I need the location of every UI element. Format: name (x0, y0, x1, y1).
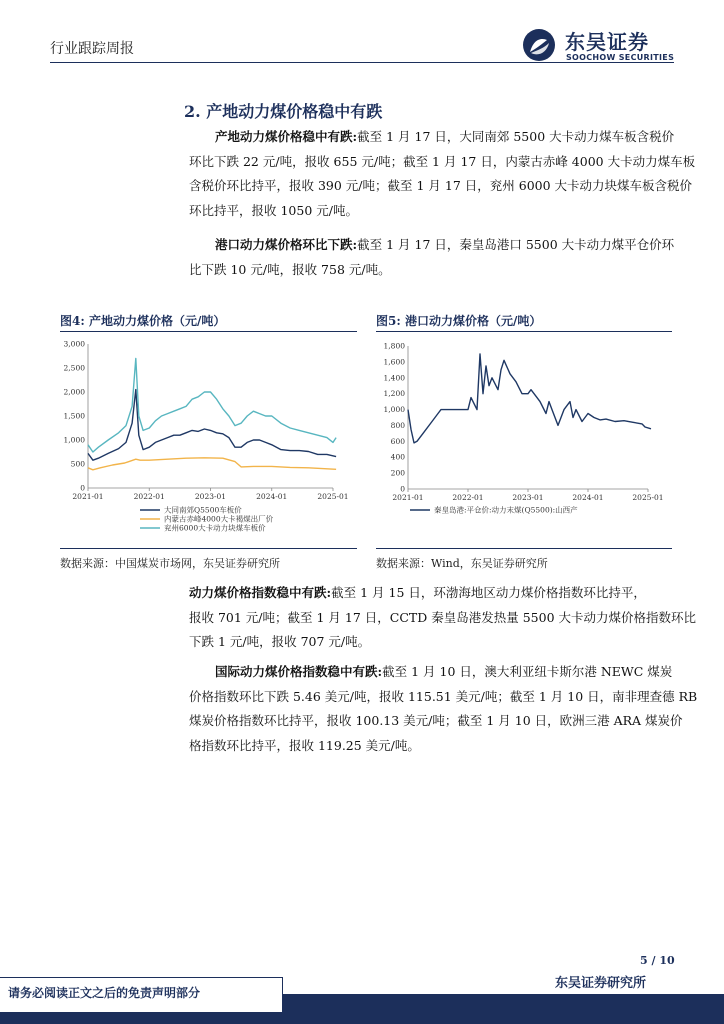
y-tick-label: 2,000 (63, 387, 85, 397)
y-tick-label: 1,000 (383, 405, 405, 415)
paragraph-lead: 动力煤价格指数稳中有跌: (189, 585, 332, 600)
figure-4-title: 图4: 产地动力煤价格（元/吨） (60, 314, 226, 328)
legend-label-0: 秦皇岛港:平仓价:动力末煤(Q5500):山西产 (434, 505, 578, 515)
paragraph-line: 下跌 1 元/吨，报收 707 元/吨。 (189, 634, 371, 649)
x-tick-label: 2025-01 (317, 492, 349, 501)
y-tick-label: 0 (400, 484, 405, 494)
paragraph-lead: 港口动力煤价格环比下跌: (215, 237, 358, 252)
legend-label-0: 大同南郊Q5500车板价 (164, 505, 242, 515)
x-tick-label: 2025-01 (632, 493, 664, 502)
y-tick-label: 1,400 (383, 373, 405, 383)
paragraph-text: 截至 1 月 15 日，环渤海地区动力煤价格指数环比持平， (331, 585, 646, 600)
paragraph-line: 比下跌 10 元/吨，报收 758 元/吨。 (189, 261, 391, 277)
x-tick-label: 2023-01 (194, 492, 227, 501)
paragraph-line: 煤炭价格指数环比持平，报收 100.13 美元/吨；截至 1 月 10 日，欧洲三港 ARA 煤炭价 (189, 713, 683, 728)
legend-label-1: 内蒙古赤峰4000大卡褐煤出厂价 (164, 514, 274, 524)
paragraph-line: 含税价环比持平，报收 390 元/吨；截至 1 月 17 日，兖州 6000 大卡动力块煤车板含税价 (189, 178, 693, 193)
x-tick-label: 2023-01 (512, 493, 544, 502)
header-divider (50, 62, 674, 63)
disclaimer-link[interactable]: 请务必阅读正文之后的免责声明部分 (8, 986, 201, 1000)
figure-4-bottom-rule (60, 548, 357, 549)
y-tick-label: 1,000 (63, 435, 85, 445)
page-number: 5 / 10 (640, 954, 675, 967)
series-line-0 (408, 354, 651, 443)
section-title: 2. 产地动力煤价格稳中有跌 (184, 102, 383, 121)
logo-english-name: SOOCHOW SECURITIES (566, 53, 675, 62)
figure-5-rule (376, 331, 672, 332)
paragraph-text: 截至 1 月 17 日，秦皇岛港口 5500 大卡动力煤平仓价环 (357, 237, 675, 252)
x-tick-label: 2021-01 (392, 493, 424, 502)
y-tick-label: 1,500 (63, 411, 85, 421)
paragraph-line (189, 233, 673, 258)
legend-label-2: 兖州6000大卡动力块煤车板价 (164, 523, 266, 533)
figure-4-source: 数据来源：中国煤炭市场网，东吴证券研究所 (60, 557, 280, 570)
figure-5-bottom-rule (376, 548, 672, 549)
paragraph-line (189, 581, 673, 606)
logo-chinese-name: 东吴证券 (565, 30, 649, 54)
y-tick-label: 0 (80, 483, 85, 493)
y-tick-label: 3,000 (63, 339, 85, 349)
x-tick-label: 2022-01 (133, 492, 165, 501)
paragraph-lead: 国际动力煤价格指数稳中有跌: (215, 664, 383, 679)
figure-5-title: 图5: 港口动力煤价格（元/吨） (376, 314, 542, 328)
paragraph-origin-price (189, 125, 696, 223)
paragraph-line: 格指数环比持平，报收 119.25 美元/吨。 (189, 737, 420, 753)
figure-5-source: 数据来源：Wind，东吴证券研究所 (376, 557, 548, 570)
paragraph-international-price (189, 660, 698, 758)
paragraph-lead: 产地动力煤价格稳中有跌: (215, 129, 358, 144)
paragraph-line (189, 660, 673, 685)
paragraph-line: 价格指数环比下跌 5.46 美元/吨，报收 115.51 美元/吨；截至 1 月 10 日，南非理查德 RB (189, 688, 698, 704)
paragraph-line (189, 125, 673, 150)
y-tick-label: 1,800 (383, 341, 405, 351)
y-tick-label: 800 (390, 420, 405, 430)
x-tick-label: 2021-01 (72, 492, 104, 501)
y-tick-label: 400 (390, 452, 405, 462)
x-tick-label: 2024-01 (572, 493, 604, 502)
series-line-2 (88, 358, 336, 452)
y-tick-label: 200 (390, 468, 405, 478)
y-tick-label: 2,500 (63, 363, 85, 373)
paragraph-index-price (189, 581, 696, 655)
y-tick-label: 500 (70, 459, 85, 469)
y-tick-label: 600 (390, 436, 405, 446)
footer-org-name: 东吴证券研究所 (555, 976, 647, 991)
series-line-0 (88, 390, 336, 461)
x-tick-label: 2022-01 (452, 493, 484, 502)
paragraph-text: 截至 1 月 10 日，澳大利亚纽卡斯尔港 NEWC 煤炭 (382, 664, 673, 679)
paragraph-text: 截至 1 月 17 日，大同南郊 5500 大卡动力煤车板含税价 (357, 129, 675, 144)
y-tick-label: 1,600 (383, 357, 405, 367)
paragraph-line: 环比下跌 22 元/吨，报收 655 元/吨；截至 1 月 17 日，内蒙古赤峰 4000 大卡动力煤车板 (189, 153, 696, 169)
y-tick-label: 1,200 (383, 389, 405, 399)
x-tick-label: 2024-01 (256, 492, 288, 501)
figure-4-rule (60, 331, 357, 332)
series-line-1 (88, 458, 336, 470)
chart-port-price (376, 334, 672, 546)
chart-origin-prices (60, 334, 357, 546)
paragraph-line: 环比持平，报收 1050 元/吨。 (189, 202, 358, 218)
paragraph-port-price (189, 233, 673, 282)
report-category: 行业跟踪周报 (50, 41, 134, 57)
paragraph-line: 报收 701 元/吨；截至 1 月 17 日，CCTD 秦皇岛港发热量 5500 大卡动力煤价格指数环比 (189, 609, 696, 625)
